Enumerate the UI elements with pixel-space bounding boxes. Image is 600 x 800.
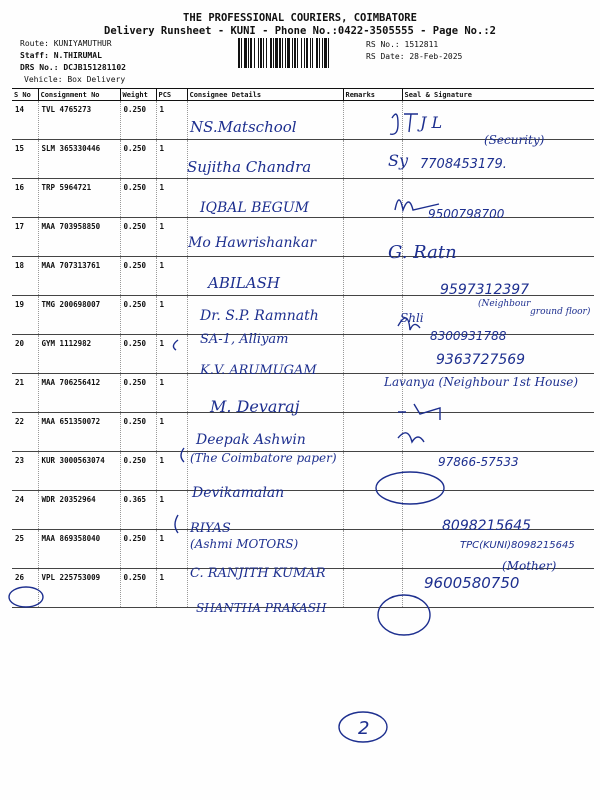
cell-consignment-no: MAA 707313761 xyxy=(38,257,120,296)
table-row xyxy=(12,257,594,296)
cell-pcs: 1 xyxy=(156,569,187,608)
barcode-bar xyxy=(273,38,274,68)
cell-weight: 0.250 xyxy=(120,452,156,491)
cell-consignment-no: MAA 651350072 xyxy=(38,413,120,452)
handwritten-phone: 9363727569 xyxy=(436,352,526,368)
cell-remarks xyxy=(343,257,402,296)
cell-weight: 0.250 xyxy=(120,218,156,257)
handwritten-phone: 97866-57533 xyxy=(438,455,519,469)
handwritten-phone: 7708453179. xyxy=(420,157,507,172)
column-header-weight: Weight xyxy=(120,89,156,101)
cell-consignee-details xyxy=(187,140,343,179)
barcode-bar xyxy=(263,38,264,68)
barcode-bar xyxy=(292,38,293,68)
handwritten-consignee: Dr. S.P. Ramnath xyxy=(200,308,319,324)
cell-remarks xyxy=(343,491,402,530)
handwritten-consignee: SHANTHA PRAKASH xyxy=(196,601,327,615)
cell-sno: 24 xyxy=(12,491,38,530)
cell-consignee-details xyxy=(187,296,343,335)
barcode-bar xyxy=(258,38,259,68)
barcode-bar xyxy=(254,38,255,68)
handwritten-remark: Lavanya (Neighbour 1st House) xyxy=(384,375,579,389)
cell-consignment-no: SLM 365330446 xyxy=(38,140,120,179)
drs-label: DRS No.: DCJB151281102 xyxy=(20,63,126,72)
cell-weight: 0.250 xyxy=(120,101,156,140)
column-header-pcs: PCS xyxy=(156,89,187,101)
table-row xyxy=(12,374,594,413)
cell-weight: 0.250 xyxy=(120,257,156,296)
barcode-bar xyxy=(270,38,272,68)
cell-remarks xyxy=(343,140,402,179)
runsheet-table xyxy=(12,88,594,608)
handwritten-remark: (Security) xyxy=(484,133,545,147)
barcode-bar xyxy=(301,38,302,68)
cell-consignment-no: VPL 225753009 xyxy=(38,569,120,608)
cell-sno: 14 xyxy=(12,101,38,140)
cell-consignment-no: KUR 3000563074 xyxy=(38,452,120,491)
cell-signature xyxy=(402,218,594,257)
cell-sno: 18 xyxy=(12,257,38,296)
cell-consignee-details xyxy=(187,491,343,530)
handwritten-remark: ground floor) xyxy=(530,307,591,317)
cell-consignee-details xyxy=(187,569,343,608)
handwritten-remark: (Mother) xyxy=(502,559,557,573)
handwritten-remark: (Neighbour xyxy=(478,299,531,309)
cell-consignee-details xyxy=(187,413,343,452)
handwritten-phone: 9597312397 xyxy=(440,282,530,298)
table-row xyxy=(12,530,594,569)
handwritten-company: (The Coimbatore paper) xyxy=(190,451,337,465)
cell-signature xyxy=(402,335,594,374)
barcode-bar xyxy=(294,38,296,68)
cell-sno: 17 xyxy=(12,218,38,257)
table-row xyxy=(12,491,594,530)
handwritten-consignee: IQBAL BEGUM xyxy=(200,200,309,216)
barcode-bar xyxy=(297,38,298,68)
handwritten-consignee: ABILASH xyxy=(208,274,280,292)
cell-signature xyxy=(402,374,594,413)
barcode-image xyxy=(238,38,362,68)
table-row xyxy=(12,452,594,491)
cell-remarks xyxy=(343,413,402,452)
handwritten-signature: Shli xyxy=(400,311,424,325)
cell-pcs: 1 xyxy=(156,530,187,569)
cell-signature xyxy=(402,140,594,179)
handwritten-consignee: C. RANJITH KUMAR xyxy=(190,566,326,581)
cell-pcs: 1 xyxy=(156,452,187,491)
barcode-bar xyxy=(260,38,262,68)
cell-consignee-details xyxy=(187,101,343,140)
cell-signature xyxy=(402,530,594,569)
cell-weight: 0.250 xyxy=(120,179,156,218)
cell-pcs: 1 xyxy=(156,296,187,335)
cell-consignee-details xyxy=(187,218,343,257)
cell-remarks xyxy=(343,179,402,218)
cell-pcs: 1 xyxy=(156,101,187,140)
cell-consignment-no: MAA 706256412 xyxy=(38,374,120,413)
column-header-consignment: Consignment No xyxy=(38,89,120,101)
staff-label: Staff: N.THIRUMAL xyxy=(20,51,102,60)
table-row xyxy=(12,101,594,140)
barcode-bar xyxy=(250,38,252,68)
cell-consignee-details xyxy=(187,335,343,374)
barcode-bar xyxy=(324,38,327,68)
barcode-bar xyxy=(306,38,308,68)
column-header-consignee: Consignee Details xyxy=(187,89,343,101)
handwritten-consignee: NS.Matschool xyxy=(190,118,297,136)
handwritten-consignee: RIYAS xyxy=(190,521,231,536)
handwritten-consignee: Mo Hawrishankar xyxy=(188,235,317,251)
cell-pcs: 1 xyxy=(156,413,187,452)
route-label: Route: KUNIYAMUTHUR xyxy=(20,39,112,48)
barcode-bar xyxy=(275,38,278,68)
cell-consignee-details xyxy=(187,179,343,218)
cell-remarks xyxy=(343,296,402,335)
cell-sno: 15 xyxy=(12,140,38,179)
cell-remarks xyxy=(343,452,402,491)
cell-consignment-no: MAA 869358040 xyxy=(38,530,120,569)
barcode-bar xyxy=(279,38,281,68)
cell-signature xyxy=(402,257,594,296)
cell-remarks xyxy=(343,218,402,257)
barcode-bar xyxy=(282,38,283,68)
handwritten-signature: J L xyxy=(420,113,443,132)
column-header-sno: S No xyxy=(12,89,38,101)
barcode-bar xyxy=(312,38,313,68)
handwritten-consignee: M. Devaraj xyxy=(210,397,300,416)
handwritten-consignee: Sujitha Chandra xyxy=(187,158,312,176)
cell-consignment-no: TRP 5964721 xyxy=(38,179,120,218)
barcode-bar xyxy=(266,38,267,68)
cell-signature xyxy=(402,452,594,491)
handwritten-signature: Sy xyxy=(388,151,408,170)
handwritten-consignee: K.V. ARUMUGAM xyxy=(200,363,317,378)
cell-pcs: 1 xyxy=(156,218,187,257)
cell-pcs: 1 xyxy=(156,335,187,374)
handwritten-phone: 9600580750 xyxy=(424,574,520,592)
cell-sno: 19 xyxy=(12,296,38,335)
handwritten-signature: G. Ratn xyxy=(388,242,457,263)
barcode-bar xyxy=(310,38,311,68)
table-row xyxy=(12,140,594,179)
cell-weight: 0.365 xyxy=(120,491,156,530)
barcode-bar xyxy=(248,38,249,68)
cell-sno: 16 xyxy=(12,179,38,218)
table-row xyxy=(12,335,594,374)
table-body xyxy=(12,101,594,608)
cell-weight: 0.250 xyxy=(120,140,156,179)
runsheet-subtitle: Delivery Runsheet - KUNI - Phone No.:0422-3505555 - Page No.:2 xyxy=(104,25,496,37)
handwritten-consignee: Devikamalan xyxy=(192,485,285,501)
cell-consignment-no: TVL 4765273 xyxy=(38,101,120,140)
cell-consignee-details xyxy=(187,530,343,569)
cell-consignee-details xyxy=(187,452,343,491)
cell-pcs: 1 xyxy=(156,374,187,413)
barcode-bar xyxy=(316,38,318,68)
cell-signature xyxy=(402,101,594,140)
rs-date: RS Date: 28-Feb-2025 xyxy=(366,52,463,61)
cell-signature xyxy=(402,179,594,218)
barcode-bar xyxy=(285,38,286,68)
cell-weight: 0.250 xyxy=(120,296,156,335)
cell-signature xyxy=(402,491,594,530)
barcode-bar xyxy=(244,38,247,68)
barcode-bar xyxy=(328,38,329,68)
page-number-circle xyxy=(339,712,387,742)
cell-weight: 0.250 xyxy=(120,569,156,608)
table-header-row xyxy=(12,89,594,101)
cell-weight: 0.250 xyxy=(120,374,156,413)
cell-weight: 0.250 xyxy=(120,335,156,374)
cell-sno: 20 xyxy=(12,335,38,374)
cell-remarks xyxy=(343,530,402,569)
vehicle-label: Vehicle: Box Delivery xyxy=(24,75,126,84)
handwritten-phone: 8098215645 xyxy=(442,518,532,534)
barcode-bar xyxy=(238,38,240,68)
handwritten-phone: 9500798700 xyxy=(428,207,505,221)
cell-consignment-no: TMG 200698007 xyxy=(38,296,120,335)
barcode-bar xyxy=(287,38,290,68)
page-number-mark: 2 xyxy=(358,718,370,739)
cell-remarks xyxy=(343,335,402,374)
cell-signature xyxy=(402,296,594,335)
cell-consignment-no: GYM 1112982 xyxy=(38,335,120,374)
cell-consignment-no: MAA 703958850 xyxy=(38,218,120,257)
cell-sno: 23 xyxy=(12,452,38,491)
cell-pcs: 1 xyxy=(156,257,187,296)
cell-sno: 22 xyxy=(12,413,38,452)
handwritten-company: (Ashmi MOTORS) xyxy=(190,537,299,551)
handwritten-address: SA-1, Alliyam xyxy=(200,332,289,347)
cell-consignee-details xyxy=(187,257,343,296)
cell-pcs: 1 xyxy=(156,179,187,218)
cell-remarks xyxy=(343,569,402,608)
barcode-bar xyxy=(319,38,320,68)
table-row xyxy=(12,179,594,218)
cell-consignee-details xyxy=(187,374,343,413)
handwritten-consignee: Deepak Ashwin xyxy=(196,432,306,448)
cell-pcs: 1 xyxy=(156,491,187,530)
rs-number: RS No.: 1512811 xyxy=(366,40,439,49)
company-title: THE PROFESSIONAL COURIERS, COIMBATORE xyxy=(183,12,417,24)
cell-weight: 0.250 xyxy=(120,530,156,569)
cell-consignment-no: WDR 20352964 xyxy=(38,491,120,530)
cell-signature xyxy=(402,569,594,608)
cell-sno: 21 xyxy=(12,374,38,413)
cell-remarks xyxy=(343,101,402,140)
table-row xyxy=(12,296,594,335)
handwritten-phone: 8300931788 xyxy=(430,329,507,343)
barcode-bar xyxy=(241,38,242,68)
handwritten-remark: TPC(KUNI)8098215645 xyxy=(460,540,575,551)
cell-sno: 25 xyxy=(12,530,38,569)
table-row xyxy=(12,218,594,257)
cell-remarks xyxy=(343,374,402,413)
barcode-bar xyxy=(304,38,305,68)
cell-weight: 0.250 xyxy=(120,413,156,452)
column-header-remarks: Remarks xyxy=(343,89,402,101)
barcode-bar xyxy=(322,38,323,68)
cell-pcs: 1 xyxy=(156,140,187,179)
column-header-signature: Seal & Signature xyxy=(402,89,594,101)
cell-signature xyxy=(402,413,594,452)
cell-sno: 26 xyxy=(12,569,38,608)
table-row xyxy=(12,569,594,608)
table-row xyxy=(12,413,594,452)
